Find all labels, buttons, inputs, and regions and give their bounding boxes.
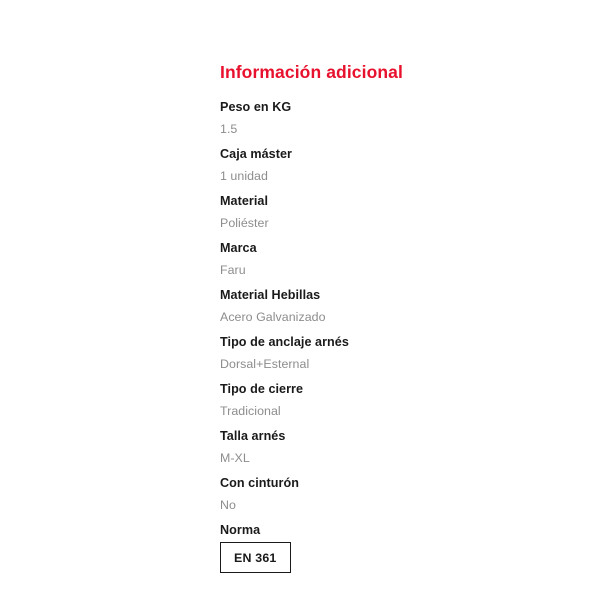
spec-value: Dorsal+Esternal: [220, 356, 310, 371]
spec-value: 1.5: [220, 121, 238, 136]
spec-value: Poliéster: [220, 215, 269, 230]
list-item: [220, 332, 550, 375]
additional-information-panel: [220, 62, 550, 577]
list-item-norm: [220, 520, 550, 573]
spec-label: Tipo de cierre: [220, 381, 304, 396]
spec-label: Peso en KG: [220, 100, 292, 114]
spec-value: No: [220, 497, 236, 512]
list-item: [220, 473, 550, 516]
spec-label: Caja máster: [220, 146, 292, 161]
norm-badge-wrapper: [220, 549, 291, 566]
list-item: [220, 285, 550, 328]
list-item: [220, 238, 550, 281]
specification-list: [220, 97, 550, 573]
spec-label-norm: Norma: [220, 522, 261, 537]
spec-label: Tipo de anclaje arnés: [220, 334, 349, 349]
list-item: [220, 144, 550, 187]
status-badge: EN 361: [220, 542, 291, 573]
spec-label: Material Hebillas: [220, 287, 321, 302]
spec-label: Con cinturón: [220, 475, 299, 490]
spec-label: Material: [220, 193, 268, 208]
list-item: [220, 97, 550, 140]
list-item: [220, 191, 550, 234]
page-title: Información adicional: [220, 62, 403, 82]
list-item: [220, 379, 550, 422]
spec-value: M-XL: [220, 450, 250, 465]
spec-value: Tradicional: [220, 403, 281, 418]
spec-value: Faru: [220, 262, 246, 277]
list-item: [220, 426, 550, 469]
spec-value: Acero Galvanizado: [220, 309, 326, 324]
spec-value: 1 unidad: [220, 168, 268, 183]
spec-label: Talla arnés: [220, 428, 286, 443]
spec-label: Marca: [220, 240, 257, 255]
